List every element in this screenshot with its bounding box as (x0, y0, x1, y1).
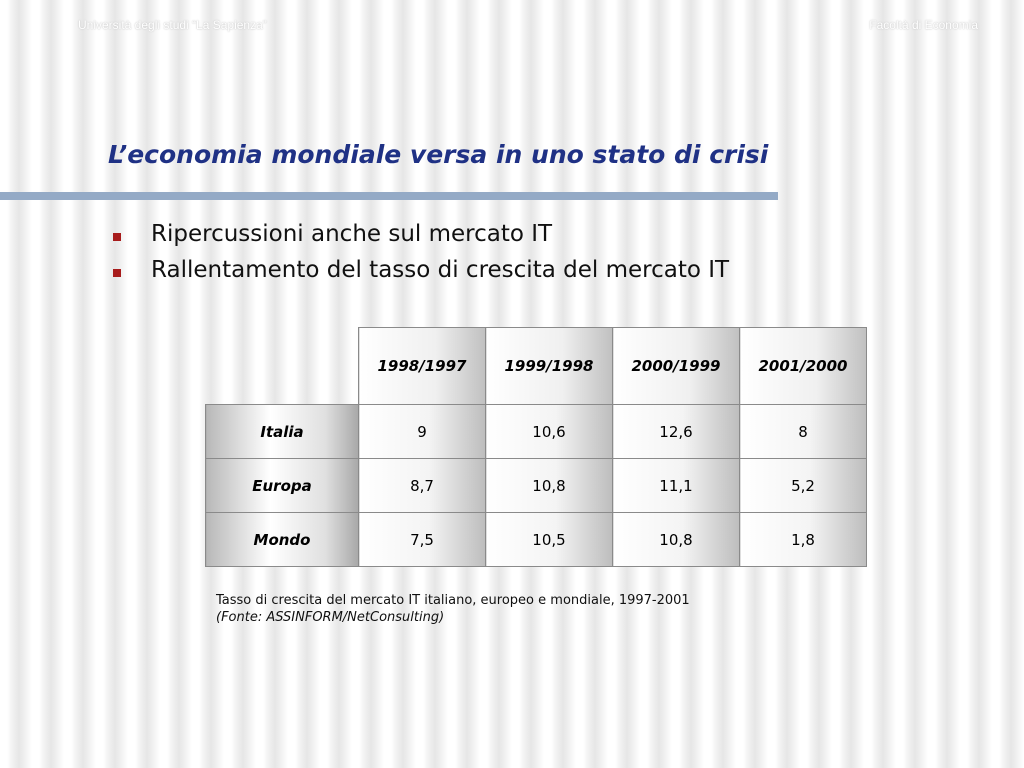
header-faculty: Facoltà di Economia (869, 18, 978, 32)
table-cell: 7,5 (359, 513, 486, 567)
column-header: 2000/1999 (613, 328, 740, 405)
table-caption (216, 592, 690, 626)
table-header-row (206, 328, 867, 405)
column-header: 1999/1998 (486, 328, 613, 405)
table-cell: 11,1 (613, 459, 740, 513)
table-cell: 12,6 (613, 405, 740, 459)
table-cell: 10,8 (486, 459, 613, 513)
table-cell: 5,2 (740, 459, 867, 513)
table-row (206, 459, 867, 513)
caption-text: Tasso di crescita del mercato IT italiano, europeo e mondiale, 1997-2001 (216, 593, 690, 608)
bullet-square-icon (113, 233, 121, 241)
bullet-text: Rallentamento del tasso di crescita del mercato IT (151, 257, 730, 283)
table-cell: 8,7 (359, 459, 486, 513)
bullet-square-icon (113, 269, 121, 277)
table-row (206, 513, 867, 567)
growth-table (205, 327, 867, 567)
column-header: 1998/1997 (359, 328, 486, 405)
table-cell: 10,8 (613, 513, 740, 567)
row-header: Italia (206, 405, 359, 459)
table-row (206, 405, 867, 459)
table-cell: 10,6 (486, 405, 613, 459)
table-cell: 8 (740, 405, 867, 459)
bullet-text: Ripercussioni anche sul mercato IT (151, 221, 553, 247)
caption-source: (Fonte: ASSINFORM/NetConsulting) (216, 610, 445, 625)
table-cell: 1,8 (740, 513, 867, 567)
table-cell: 10,5 (486, 513, 613, 567)
row-header: Mondo (206, 513, 359, 567)
table-corner (206, 328, 359, 405)
table-cell: 9 (359, 405, 486, 459)
column-header: 2001/2000 (740, 328, 867, 405)
slide-title: L’economia mondiale versa in uno stato di crisi (108, 140, 769, 169)
row-header: Europa (206, 459, 359, 513)
title-rule (0, 192, 778, 200)
header-university: Università degli studi “La Sapienza” (78, 18, 267, 32)
